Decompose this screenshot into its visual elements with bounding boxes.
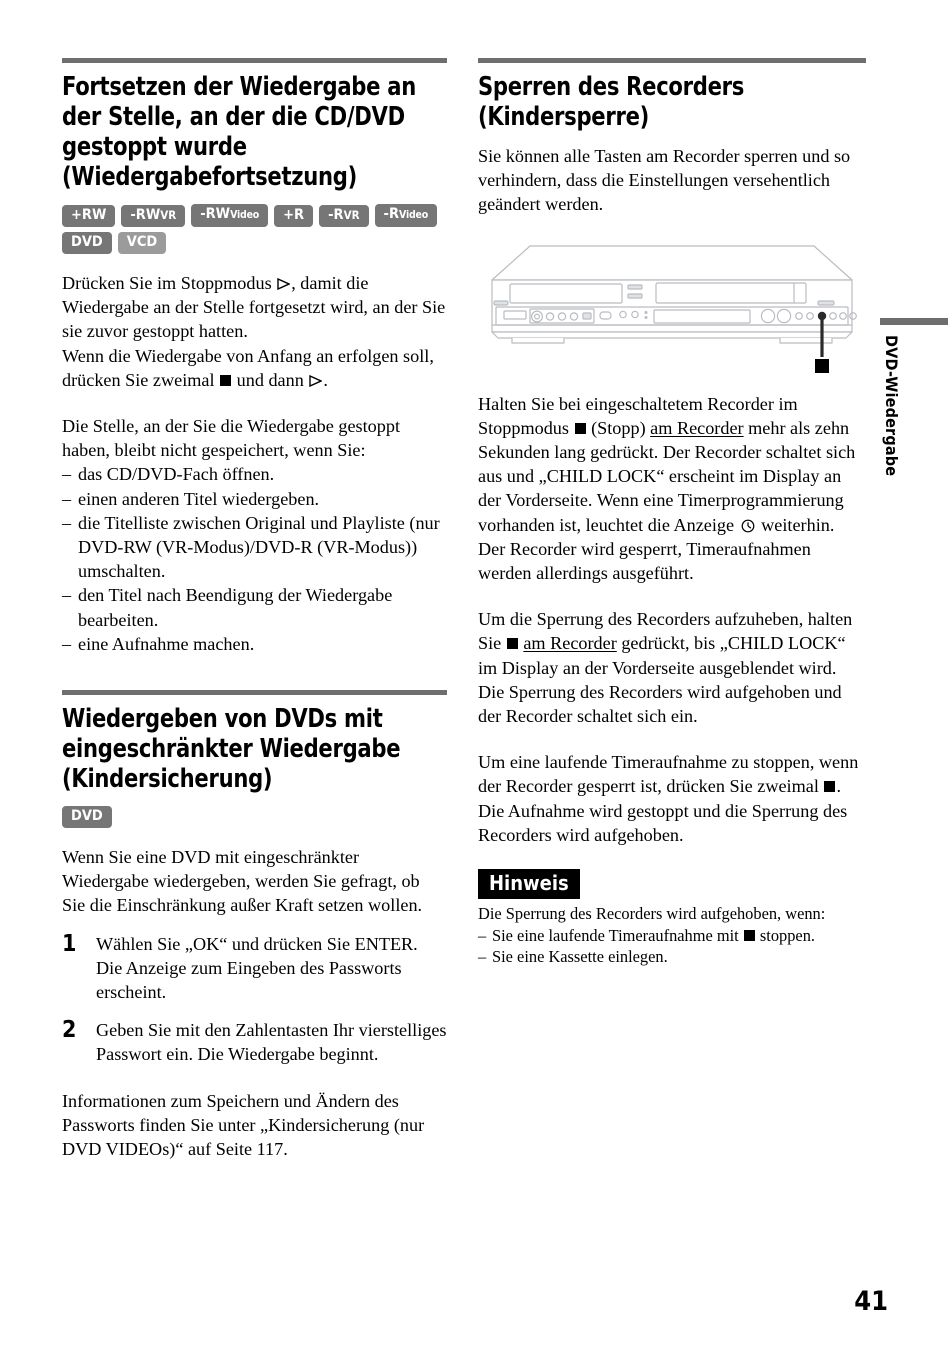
badge-plus-r: +R	[274, 205, 313, 227]
right-column	[478, 58, 866, 968]
dvd-vcr-recorder-front-panel-drawing	[478, 237, 866, 377]
paragraph-resume-instructions	[62, 271, 447, 392]
paragraph-stop-timer-recording	[478, 750, 866, 847]
side-tab-label: DVD-Wiedergabe	[882, 335, 901, 477]
dash-marker: –	[478, 925, 487, 945]
recorder-illustration	[478, 237, 866, 382]
section-resume-playback	[62, 58, 447, 656]
paragraph-unlock-instructions	[478, 607, 866, 728]
section-rule	[478, 58, 866, 63]
note-content	[478, 903, 866, 968]
emphasis-am-recorder: am Recorder	[650, 417, 744, 438]
section-heading-resume: Fortsetzen der Wiedergabe an der Stelle, an der die CD/DVD gestoppt wurde (Wiedergabefortsetzung)	[62, 72, 416, 192]
dash-marker: –	[62, 464, 72, 485]
dash-marker: –	[62, 512, 72, 533]
badge-rw-vr: -RWVR	[121, 205, 185, 227]
stop-icon	[744, 930, 755, 941]
list-item: – einen anderen Titel wiedergeben.	[62, 487, 447, 511]
stop-icon	[220, 375, 231, 386]
section-heading-restricted: Wiedergeben von DVDs mit eingeschränkter Wiedergabe (Kindersicherung)	[62, 704, 401, 795]
disc-format-badges-resume	[62, 204, 447, 259]
section-heading-child-lock: Sperren des Recorders (Kindersperre)	[478, 72, 745, 132]
section-restricted-playback	[62, 690, 447, 1161]
side-tab-bar	[880, 318, 948, 325]
text-frag: Wenn die Wiedergabe von Anfang an erfolgen soll, drücken Sie zweimal	[62, 345, 434, 390]
play-icon	[277, 278, 290, 290]
stop-icon	[824, 781, 835, 792]
left-column	[62, 58, 447, 1161]
list-item: – die Titelliste zwischen Original und Playliste (nur DVD-RW (VR-Modus)/DVD-R (VR-Modus)) umschalten.	[62, 512, 440, 582]
page-number: 41	[854, 1286, 888, 1317]
dash-marker: –	[62, 585, 72, 606]
badge-plus-rw: +RW	[62, 205, 115, 227]
text-frag: .	[323, 369, 328, 390]
paragraph-child-lock-intro: Sie können alle Tasten am Recorder sperren und so verhindern, dass die Einstellungen versehentlich geändert werden.	[478, 146, 851, 215]
note-list-item: – Sie eine Kassette einlegen.	[478, 947, 668, 967]
disc-format-badges-restricted	[62, 806, 447, 833]
text-frag: Halten Sie bei eingeschaltetem Recorder im Stoppmodus	[478, 393, 798, 438]
text-frag: , damit die Wiedergabe an der Stelle fortgesetzt wird, an der Sie sie zuvor gestoppt hatten.	[62, 273, 446, 342]
paragraph-lock-instructions	[478, 392, 866, 586]
text-frag: Um die Sperrung des Recorders aufzuheben, halten Sie	[478, 609, 853, 654]
badge-dvd: DVD	[62, 232, 112, 254]
note-lead: Die Sperrung des Recorders wird aufgehoben, wenn:	[478, 904, 826, 924]
section-rule	[62, 58, 447, 63]
list-item: – den Titel nach Beendigung der Wiedergabe bearbeiten.	[62, 585, 393, 630]
stop-icon	[815, 359, 829, 373]
badge-r-video: -RVideo	[375, 204, 438, 227]
text-frag: mehr als zehn Sekunden lang gedrückt. Der Recorder schaltet sich aus und „CHILD LOCK“ erscheint im Display an der Vorderseite. Wenn eine Timerprogrammierung vorhanden ist, leuchtet die Anzeige	[478, 417, 856, 535]
text-frag: . Die Aufnahme wird gestoppt und die Sperrung des Recorders wird aufgehoben.	[478, 776, 848, 845]
emphasis-am-recorder: am Recorder	[523, 633, 617, 654]
note-label: Hinweis	[478, 869, 580, 899]
play-icon	[309, 375, 322, 387]
stop-icon	[575, 423, 586, 434]
badge-dvd: DVD	[62, 806, 112, 828]
text-frag: (Stopp)	[586, 417, 651, 438]
paragraph-password-reference: Informationen zum Speichern und Ändern des Passworts finden Sie unter „Kindersicherung (nur DVD VIDEOs)“ auf Seite 117.	[62, 1090, 425, 1160]
timer-clock-icon	[741, 519, 755, 533]
list-item: – das CD/DVD-Fach öffnen.	[62, 462, 447, 486]
text-frag: Um eine laufende Timeraufnahme zu stoppen, wenn der Recorder gesperrt ist, drücken Sie zweimal	[478, 752, 859, 797]
badge-rw-video: -RWVideo	[191, 204, 268, 227]
step-2	[62, 1018, 447, 1066]
dash-marker: –	[62, 488, 72, 509]
text-frag: gedrückt, bis „CHILD LOCK“ im Display an der Vorderseite ausgeblendet wird. Die Sperrung des Recorders wird aufgehoben und der Recorder schaltet sich ein.	[478, 633, 846, 727]
step-number: 2	[62, 1017, 77, 1044]
note-block	[478, 869, 866, 968]
dash-marker: –	[478, 947, 487, 967]
paragraph-restricted-intro: Wenn Sie eine DVD mit eingeschränkter Wiedergabe wiedergeben, werden Sie gefragt, ob Sie die Einschränkung außer Kraft setzen wollen.	[62, 847, 423, 916]
note-list-item: – Sie eine laufende Timeraufnahme mit stoppen.	[478, 925, 815, 945]
step-text: Wählen Sie „OK“ und drücken Sie ENTER. Die Anzeige zum Eingeben des Passworts erscheint.	[96, 933, 418, 1003]
side-tab-chapter	[880, 318, 950, 476]
badge-r-vr: -RVR	[319, 205, 368, 227]
step-text: Geben Sie mit den Zahlentasten Ihr vierstelliges Passwort ein. Die Wiedergabe beginnt.	[96, 1020, 447, 1065]
badge-vcd: VCD	[118, 232, 167, 254]
paragraph-resume-not-saved: Die Stelle, an der Sie die Wiedergabe gestoppt haben, bleibt nicht gespeichert, wenn Sie:	[62, 416, 400, 461]
text-frag: und dann	[232, 369, 309, 390]
list-item: – eine Aufnahme machen.	[62, 632, 447, 656]
stop-icon	[507, 638, 518, 649]
dash-marker: –	[62, 633, 72, 654]
text-frag: Drücken Sie im Stoppmodus	[62, 273, 277, 293]
step-1	[62, 932, 447, 1005]
list-resume-exceptions	[62, 462, 447, 656]
text-frag: weiterhin. Der Recorder wird gesperrt, Timeraufnahmen werden allerdings ausgeführt.	[478, 514, 835, 584]
section-rule	[62, 690, 447, 695]
step-number: 1	[62, 930, 77, 957]
